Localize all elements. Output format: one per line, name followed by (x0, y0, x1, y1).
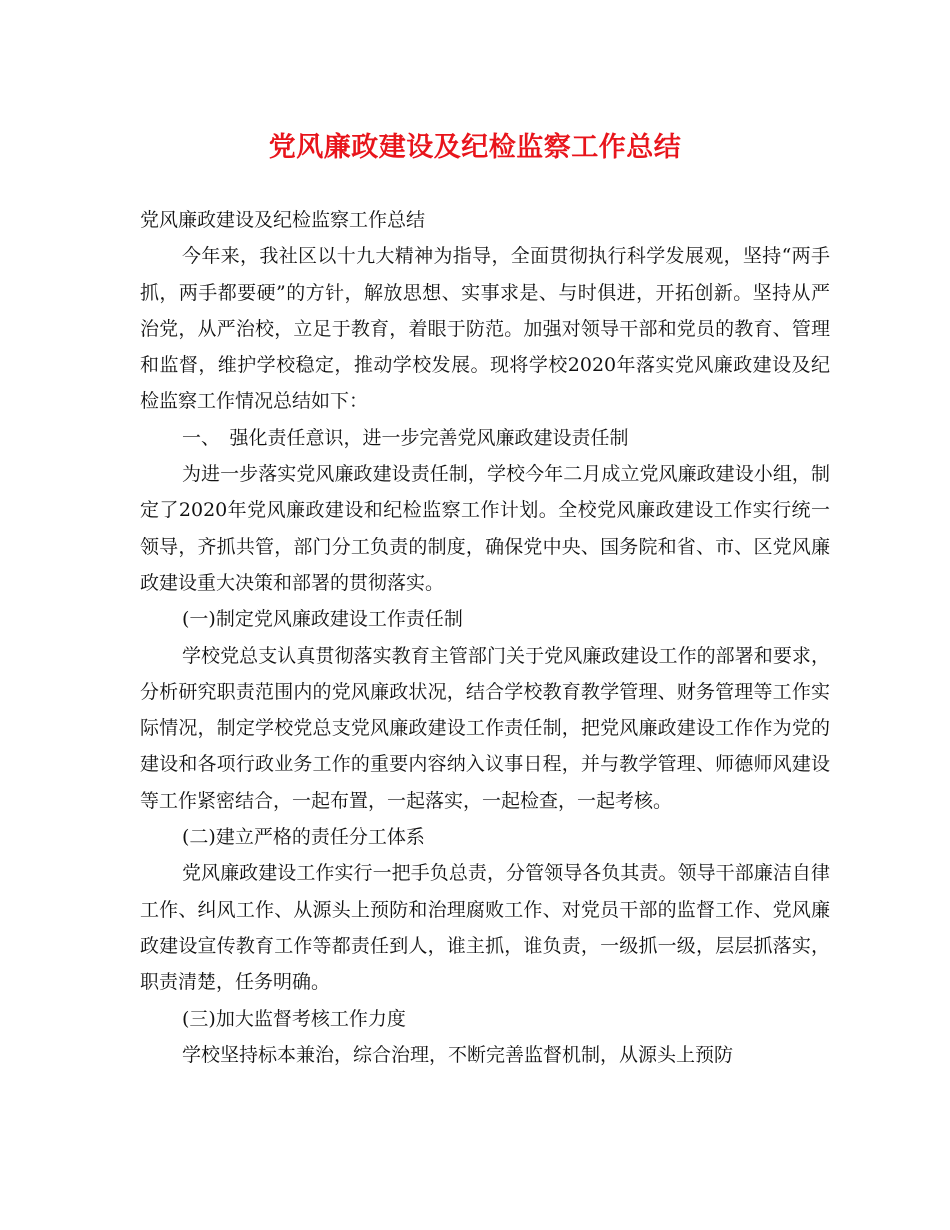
paragraph-subsection-3: 学校坚持标本兼治，综合治理，不断完善监督机制，从源头上预防 (182, 1043, 734, 1066)
subsection-heading-2: (二)建立严格的责任分工体系 (182, 826, 425, 849)
document-body (140, 202, 830, 1073)
paragraph-intro: 今年来，我社区以十九大精神为指导，全面贯彻执行科学发展观，坚持“两手抓，两手都要硬”的方针，解放思想、实事求是、与时俱进，开拓创新。坚持从严治党，从严治校，立足于教育，着眼于防范。加强对领导干部和党员的教育、管理和监督，维护学校稳定，推动学校发展。现将学校2020年落实党风廉政建设及纪检监察工作情况总结如下： (140, 245, 830, 413)
body-subtitle: 党风廉政建设及纪检监察工作总结 (140, 209, 426, 231)
paragraph-subsection-2: 党风廉政建设工作实行一把手负总责，分管领导各负其责。领导干部廉洁自律工作、纠风工作、从源头上预防和治理腐败工作、对党员干部的监督工作、党风廉政建设宣传教育工作等都责任到人，谁主抓，谁负责，一级抓一级，层层抓落实，职责清楚，任务明确。 (140, 862, 830, 994)
paragraph-section-1: 为进一步落实党风廉政建设责任制，学校今年二月成立党风廉政建设小组，制定了2020年党风廉政建设和纪检监察工作计划。全校党风廉政建设工作实行统一领导，齐抓共管，部门分工负责的制度，确保党中央、国务院和省、市、区党风廉政建设重大决策和部署的贯彻落实。 (140, 463, 830, 594)
section-heading-1: 一、 强化责任意识，进一步完善党风廉政建设责任制 (182, 426, 629, 449)
subsection-heading-1: (一)制定党风廉政建设工作责任制 (182, 608, 463, 631)
paragraph-subsection-1: 学校党总支认真贯彻落实教育主管部门关于党风廉政建设工作的部署和要求，分析研究职责范围内的党风廉政状况，结合学校教育教学管理、财务管理等工作实际情况，制定学校党总支党风廉政建设工作责任制，把党风廉政建设工作作为党的建设和各项行政业务工作的重要内容纳入议事日程，并与教学管理、师德师风建设等工作紧密结合，一起布置，一起落实，一起检查，一起考核。 (140, 644, 830, 812)
subsection-heading-3: (三)加大监督考核工作力度 (182, 1007, 406, 1030)
document-title: 党风廉政建设及纪检监察工作总结 (268, 132, 682, 163)
